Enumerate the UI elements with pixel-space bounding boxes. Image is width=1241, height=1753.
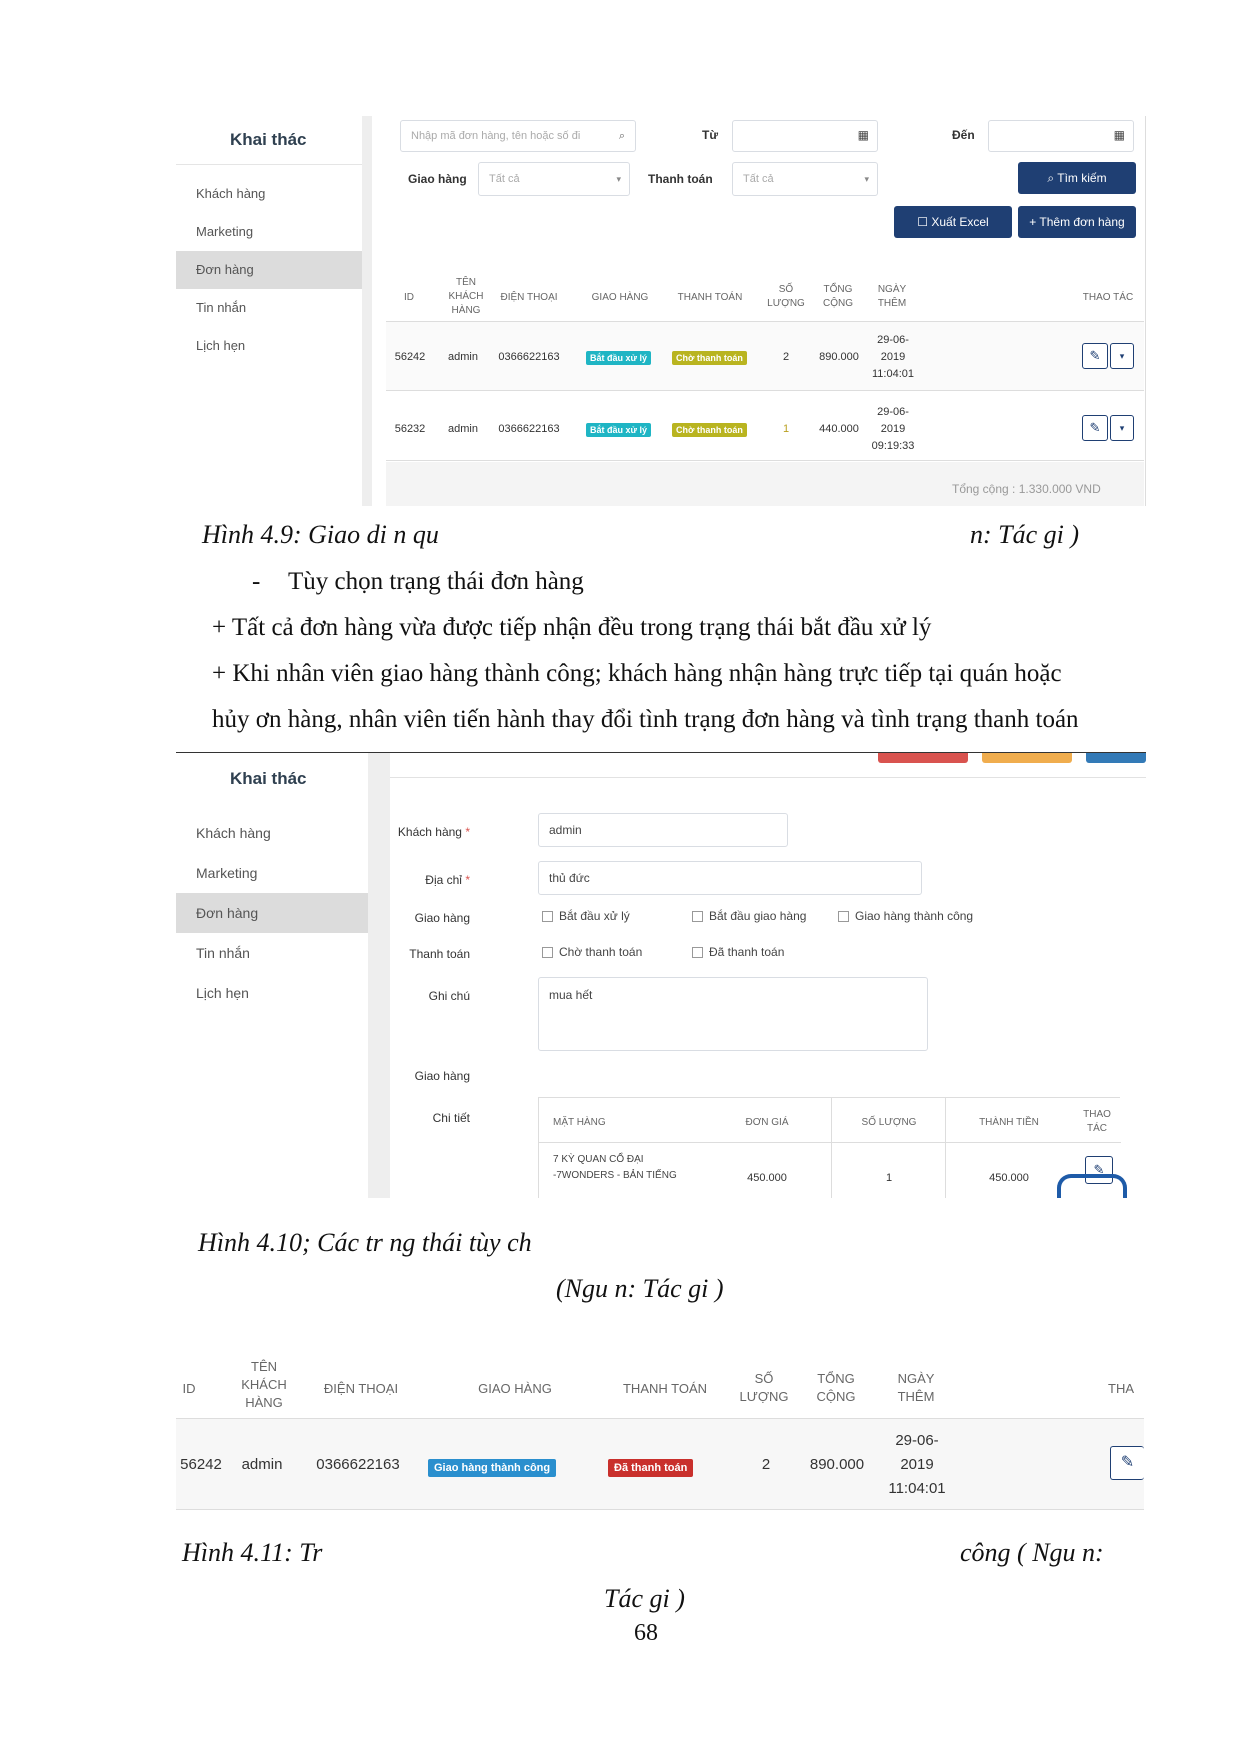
figure-caption-4-10: Hình 4.10; Các tr ng thái tùy ch [198,1228,532,1257]
detail-col-qty: SỐ LƯỢNG [861,1117,917,1128]
sidebar-title: Khai thác [230,769,307,788]
col-header-phone: ĐIỆN THOẠI [500,292,558,303]
sidebar [176,753,368,1198]
col-header-total: TỔNG CỘNG [823,284,853,309]
col-header-date: NGÀY THÊM [877,284,907,309]
detail-col-item: MẶT HÀNG [553,1117,606,1128]
chevron-down-icon: ▾ [1119,351,1125,361]
col-header-qty: SỐ LƯỢNG [739,1371,789,1405]
row-date-1: 29-06- [877,334,909,346]
order-row-screenshot [176,1344,1144,1512]
sidebar-item-appointments[interactable]: Lịch hẹn [196,338,246,353]
row-phone: 0366622163 [498,423,560,435]
figure-caption-4-10-source: (Ngu n: Tác gi ) [556,1274,724,1303]
sidebar-item-orders[interactable]: Đơn hàng [176,251,362,289]
col-header-date: NGÀY THÊM [897,1371,935,1405]
delivery-option-delivered[interactable]: Giao hàng thành công [838,909,973,923]
col-header-id: ID [404,292,414,303]
address-input[interactable]: thủ đức [538,861,922,895]
paragraph-line-3: + Khi nhân viên giao hàng thành công; khách hàng nhận hàng trực tiếp tại quán hoặc [212,660,1062,687]
detail-label: Chi tiết [432,1111,470,1125]
row-id: 56242 [394,351,426,363]
payment-status-badge: Chờ thanh toán [672,423,747,437]
paragraph-line-2: + Tất cả đơn hàng vừa được tiếp nhận đều trong trạng thái bắt đầu xử lý [212,614,932,641]
chevron-down-icon: ▾ [1119,423,1125,433]
file-icon: ☐ [917,215,932,229]
row-qty: 1 [782,423,790,435]
figure-caption-4-9-left: Hình 4.9: Giao di n qu [202,520,439,549]
overlay-logo-icon [1057,1174,1127,1198]
sidebar-item-messages[interactable]: Tin nhắn [196,300,247,315]
checkbox[interactable] [838,911,849,922]
customer-label: Khách hàng * [397,825,470,839]
row-qty: 2 [782,351,790,363]
row-id: 56232 [394,423,426,435]
red-tab[interactable] [878,753,968,763]
delivery-section-label: Giao hàng [414,1069,470,1083]
delivery-filter-select[interactable]: Tất cả ▾ [478,162,630,196]
to-date-input[interactable] [988,120,1134,152]
delivery-status-badge: Bắt đầu xử lý [586,423,651,437]
plus-icon: + [1029,215,1040,229]
payment-status-badge: Chờ thanh toán [672,351,747,365]
col-header-actions: THA [1108,1381,1134,1396]
sidebar-item-appointments[interactable]: Lịch hẹn [196,985,249,1001]
row-phone: 0366622163 [498,351,560,363]
col-header-total: TỔNG CỘNG [816,1371,856,1405]
detail-col-actions: THAO TÁC [1083,1109,1111,1134]
calendar-icon[interactable]: ▦ [1113,128,1125,142]
figure-caption-4-11-right: công ( Ngu n: [960,1538,1104,1567]
col-header-payment: THANH TOÁN [677,292,743,303]
payment-filter-label: Thanh toán [648,172,713,186]
col-header-name: TÊN KHÁCH HÀNG [448,277,484,316]
bullet-dash: - [252,568,261,595]
row-date-1: 29-06- [877,406,909,418]
calendar-icon[interactable]: ▦ [857,128,869,142]
payment-filter-select[interactable]: Tất cả ▾ [732,162,878,196]
sidebar [176,116,362,506]
note-textarea[interactable]: mua hết [538,977,928,1051]
row-date-2: 2019 [880,423,906,435]
sidebar-title: Khai thác [230,130,307,149]
search-icon: ⌕ [618,130,625,142]
edit-button[interactable] [1082,343,1108,369]
row-date-2: 2019 [880,351,906,363]
sidebar-gray-strip [362,116,372,506]
orange-tab[interactable] [982,753,1072,763]
from-date-input[interactable] [732,120,878,152]
search-input[interactable]: Nhập mã đơn hàng, tên hoặc số đi ⌕ [400,120,636,152]
sidebar-item-customers[interactable]: Khách hàng [196,186,266,201]
checkbox[interactable] [692,911,703,922]
payment-option-pending[interactable]: Chờ thanh toán [542,945,642,959]
detail-header-divider [539,1142,1121,1143]
order-edit-screenshot [176,752,1146,1198]
sidebar-item-marketing[interactable]: Marketing [196,224,254,239]
from-label: Từ [702,128,719,142]
blue-tab[interactable] [1086,753,1146,763]
paragraph-line-1: Tùy chọn trạng thái đơn hàng [288,568,584,595]
header-divider [390,777,1146,778]
col-header-qty: SỐ LƯỢNG [767,284,805,309]
detail-item-line-1: 7 KỲ QUAN CỔ ĐẠI [553,1154,644,1165]
row-date-3: 09:19:33 [871,440,915,452]
search-button[interactable]: ⌕ Tìm kiếm [1018,162,1136,194]
col-header-delivery: GIAO HÀNG [591,292,649,303]
payment-status-label: Thanh toán [409,947,470,961]
export-excel-button[interactable]: ☐ Xuất Excel [894,206,1012,238]
col-header-actions: THAO TÁC [1082,292,1134,303]
row-customer: admin [241,1456,283,1473]
to-label: Đến [952,128,975,142]
delivery-option-processing[interactable]: Bắt đầu xử lý [542,909,630,923]
delivery-option-shipping[interactable]: Bắt đầu giao hàng [692,909,806,923]
col-header-name: TÊN KHÁCH HÀNG [241,1359,287,1411]
sidebar-divider [176,164,362,165]
row-date-1: 29-06- [895,1432,939,1449]
detail-price: 450.000 [747,1172,787,1184]
checkbox[interactable] [692,947,703,958]
payment-status-badge: Đã thanh toán [608,1459,693,1477]
row-date-2: 2019 [900,1456,934,1473]
detail-table [538,1097,1120,1198]
row-qty: 2 [761,1456,771,1473]
delivery-status-label: Giao hàng [414,911,470,925]
sidebar-item-messages[interactable]: Tin nhắn [196,945,250,961]
add-order-button[interactable]: + Thêm đơn hàng [1018,206,1136,238]
address-label: Địa chỉ * [425,873,470,887]
checkbox[interactable] [542,947,553,958]
row-total: 890.000 [819,351,859,363]
sidebar-gray-strip [368,753,390,1198]
page-number: 68 [634,1620,658,1646]
col-header-id: ID [182,1381,196,1396]
row-total: 890.000 [809,1456,865,1473]
checkbox[interactable] [542,911,553,922]
row-menu-button[interactable] [1110,415,1134,441]
col-header-delivery: GIAO HÀNG [478,1381,552,1396]
paragraph-line-4: hủy ơn hàng, nhân viên tiến hành thay đổi tình trạng đơn hàng và tình trạng thanh toán [212,706,1079,733]
col-header-phone: ĐIỆN THOẠI [323,1381,399,1396]
figure-caption-4-11-source: Tác gi ) [604,1584,685,1613]
grand-total: Tổng cộng : 1.330.000 VND [952,482,1101,496]
row-total: 440.000 [819,423,859,435]
delivery-filter-label: Giao hàng [408,172,467,186]
detail-col-amount: THÀNH TIỀN [979,1117,1039,1128]
delivery-status-badge: Giao hàng thành công [428,1459,556,1477]
customer-input[interactable]: admin [538,813,788,847]
figure-caption-4-11-left: Hình 4.11: Tr [182,1538,323,1567]
detail-amount: 450.000 [989,1172,1029,1184]
sidebar-item-customers[interactable]: Khách hàng [196,825,271,841]
row-id: 56242 [180,1456,222,1473]
edit-icon: ✎ [1093,1162,1105,1177]
order-list-screenshot [176,116,1146,506]
row-menu-button[interactable] [1110,343,1134,369]
col-divider [945,1098,946,1198]
detail-qty: 1 [885,1172,893,1184]
sidebar-item-marketing[interactable]: Marketing [196,865,258,881]
col-header-payment: THANH TOÁN [622,1381,708,1396]
edit-icon: ✎ [1120,1454,1135,1471]
col-divider [831,1098,832,1198]
delivery-status-badge: Bắt đầu xử lý [586,351,651,365]
edit-button[interactable] [1110,1446,1144,1480]
payment-option-paid[interactable]: Đã thanh toán [692,945,784,959]
chevron-down-icon: ▾ [864,174,869,184]
figure-caption-4-9-right: n: Tác gi ) [970,520,1080,549]
row-date-3: 11:04:01 [888,1480,946,1497]
chevron-down-icon: ▾ [616,174,621,184]
row-phone: 0366622163 [316,1456,400,1473]
row-date-3: 11:04:01 [871,368,914,380]
sidebar-item-orders[interactable]: Đơn hàng [176,893,368,933]
row-customer: admin [448,351,478,363]
edit-icon: ✎ [1089,420,1101,435]
edit-button[interactable] [1082,415,1108,441]
search-icon: ⌕ [1047,171,1058,185]
detail-col-price: ĐƠN GIÁ [745,1117,789,1128]
edit-icon: ✎ [1089,348,1101,363]
main-panel-border [1145,116,1146,506]
row-customer: admin [448,423,478,435]
detail-item-line-2: -7WONDERS - BẢN TIẾNG [553,1170,677,1181]
note-label: Ghi chú [428,989,470,1003]
